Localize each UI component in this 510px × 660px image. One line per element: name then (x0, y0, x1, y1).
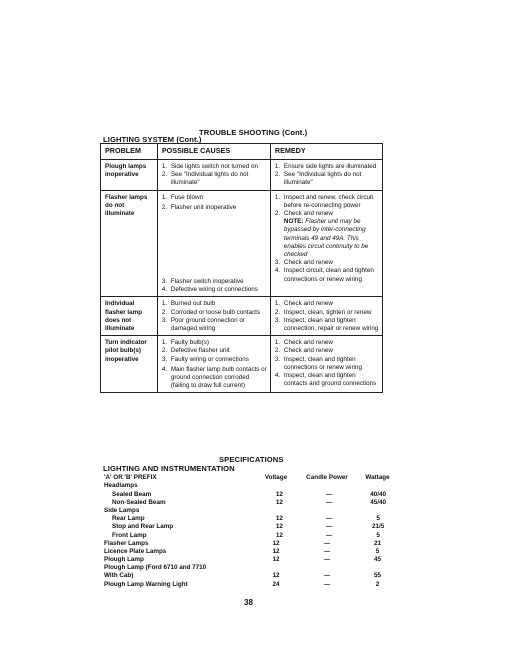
spec-voltage (254, 482, 298, 490)
spec-voltage: 12 (272, 547, 280, 555)
list-item: 2. Check and renew (274, 210, 333, 218)
specifications-title: SPECIFICATIONS (219, 455, 284, 464)
column-header-problem: PROBLEM (101, 144, 158, 160)
spec-label: Plough Lamp (Ford 6710 and 7710 (104, 564, 207, 572)
causes-cell (157, 297, 270, 336)
spec-row (104, 556, 399, 564)
list-item: 2. Flasher unit inoperative (161, 203, 237, 211)
spec-row (104, 532, 399, 540)
spec-label: Plough Lamp Warning Light (104, 580, 188, 588)
spec-label: Front Lamp (112, 531, 147, 539)
list-item: 1. Faulty bulb(s) (161, 339, 209, 347)
list-item: 1. Inspect and renew, check circuit before re-connecting power (274, 193, 374, 209)
spec-header-voltage: Voltage (264, 474, 288, 482)
spec-wattage: 5 (375, 547, 380, 555)
column-header-remedy: REMEDY (270, 144, 382, 160)
spec-wattage: 5 (376, 515, 380, 523)
column-header-causes: POSSIBLE CAUSES (157, 144, 270, 160)
remedy-cell (270, 190, 382, 297)
page-number: 38 (244, 598, 253, 607)
spec-voltage: 24 (272, 580, 280, 588)
list-item: 3. Flasher switch inoperative (161, 278, 244, 286)
spec-candle-power: — (323, 547, 331, 555)
spec-wattage: 40/40 (370, 490, 386, 498)
table-row (101, 160, 383, 191)
spec-label: Rear Lamp (112, 515, 145, 523)
list-item: 3. Poor ground connection or damaged wiring (161, 316, 246, 333)
spec-candle-power: — (323, 580, 331, 588)
spec-row (104, 515, 399, 523)
spec-wattage: 21 (373, 539, 381, 547)
list-item: 3. Faulty wiring or connections (161, 355, 249, 363)
spec-row (104, 540, 399, 548)
remedy-cell (270, 297, 382, 336)
trouble-shooting-table (100, 143, 383, 393)
spec-row (104, 572, 399, 580)
list-item: 1. Check and renew (274, 339, 333, 347)
list-item: 2. See "Individual lights do not illuminate" (274, 171, 362, 187)
list-item: 1. Ensure side lights are illuminated (274, 163, 377, 170)
table-header-row (101, 144, 383, 160)
spec-candle-power (298, 564, 356, 572)
spec-candle-power (298, 507, 356, 515)
list-item: 4. Inspect, clean and tighten contacts and ground connections (274, 372, 377, 388)
spec-row (104, 523, 399, 531)
spec-voltage: 12 (272, 556, 280, 564)
list-item: 2. See "Individual lights do not illuminate" (161, 171, 249, 187)
spec-wattage: 45/40 (370, 498, 386, 506)
note-text: NOTE: Flasher unit may be bypassed by inter-connecting terminals 49 and 49A. This enables circuit continuity to be checked (283, 218, 369, 259)
spec-header-prefix: 'A' OR 'B' PREFIX (104, 474, 157, 482)
problem-cell: Individual flasher lamp does not illuminate (101, 297, 158, 336)
spec-voltage: 12 (272, 572, 280, 580)
page-title: TROUBLE SHOOTING (Cont.) (199, 128, 308, 137)
list-item: 1. Check and renew (274, 300, 333, 308)
spec-voltage (254, 507, 298, 515)
spec-header-row (104, 474, 399, 482)
problem-cell: Plough lamps inoperative (101, 160, 158, 191)
spec-candle-power: — (323, 539, 331, 547)
list-item: 3. Inspect, clean and tighten connections or renew wiring (274, 355, 362, 371)
spec-wattage: 5 (376, 531, 380, 539)
spec-header-candle-power: Candle Power (306, 474, 348, 482)
spec-candle-power: — (323, 572, 331, 580)
list-item: 4. Inspect circuit, clean and tighten connections or renew wiring (274, 267, 374, 283)
spec-voltage (254, 564, 298, 572)
list-item: 2. Check and renew (274, 347, 333, 355)
spec-candle-power: — (325, 515, 333, 523)
problem-cell: Flasher lamps do not illuminate (101, 190, 158, 297)
list-item: 1. Fuse blown (161, 193, 204, 201)
spec-wattage: 45 (373, 556, 381, 564)
spec-candle-power: — (323, 556, 331, 564)
spec-wattage: 21/5 (371, 523, 385, 531)
spec-label: Sealed Beam (112, 490, 152, 498)
spec-candle-power: — (325, 531, 333, 539)
spec-voltage: 12 (272, 539, 280, 547)
spec-label: Licence Plate Lamps (104, 547, 167, 555)
section-title: LIGHTING SYSTEM (Cont.) (103, 135, 202, 144)
spec-voltage: 12 (275, 498, 283, 506)
spec-row (104, 548, 399, 556)
remedy-cell (270, 160, 382, 191)
spec-wattage: 55 (373, 572, 381, 580)
spec-voltage: 12 (275, 531, 283, 539)
spec-candle-power: — (325, 523, 333, 531)
spec-voltage: 12 (275, 523, 283, 531)
list-item: 4. Defective wiring or connections (161, 286, 258, 294)
spec-label: With Cab) (104, 572, 134, 580)
causes-cell (157, 190, 270, 297)
spec-candle-power: — (325, 498, 333, 506)
spec-row (104, 507, 399, 515)
causes-cell (157, 160, 270, 191)
list-item: 2. Inspect, clean, tighten or renew (274, 308, 372, 316)
spec-row (104, 491, 399, 499)
list-item: 1. Burned out bulb (161, 300, 216, 308)
spec-rows (104, 482, 399, 588)
spec-row (104, 564, 399, 572)
remedy-cell (270, 336, 382, 393)
spec-header-wattage: Wattage (365, 474, 390, 482)
spec-row (104, 581, 399, 589)
list-item: 3. Inspect, clean and tighten connection, repair or renew wiring (274, 316, 379, 333)
problem-cell: Turn indicator pilot bulb(s) inoperative (101, 336, 158, 393)
spec-label: Side Lamps (104, 506, 140, 514)
spec-label: Stop and Rear Lamp (112, 523, 174, 531)
table-row (101, 297, 383, 336)
spec-wattage (356, 507, 399, 515)
spec-row (104, 482, 399, 490)
table-row (101, 336, 383, 393)
specifications-table (104, 465, 399, 589)
spec-voltage: 12 (275, 515, 283, 523)
spec-label: Plough Lamp (104, 556, 144, 564)
list-item: 4. Main flasher lamp bulb contacts or ground connection corroded (failing to draw full current) (161, 365, 267, 390)
spec-label: Flasher Lamps (104, 539, 149, 547)
spec-label: Non-Sealed Beam (112, 498, 166, 506)
spec-candle-power (298, 482, 356, 490)
spec-wattage (356, 564, 399, 572)
spec-wattage: 2 (375, 580, 380, 588)
list-item: 3. Check and renew (274, 259, 333, 267)
spec-voltage: 12 (275, 490, 283, 498)
list-item: 2. Corroded or loose bulb contacts (161, 308, 261, 316)
list-item: 1. Side lights switch not turned on (161, 163, 258, 170)
causes-cell (157, 336, 270, 393)
specifications-section-title: LIGHTING AND INSTRUMENTATION (103, 464, 235, 473)
spec-wattage (356, 482, 399, 490)
spec-row (104, 499, 399, 507)
spec-label: Headlamps (104, 482, 138, 490)
list-item: 2. Defective flasher unit (161, 347, 230, 355)
table-row (101, 190, 383, 297)
spec-candle-power: — (325, 490, 333, 498)
